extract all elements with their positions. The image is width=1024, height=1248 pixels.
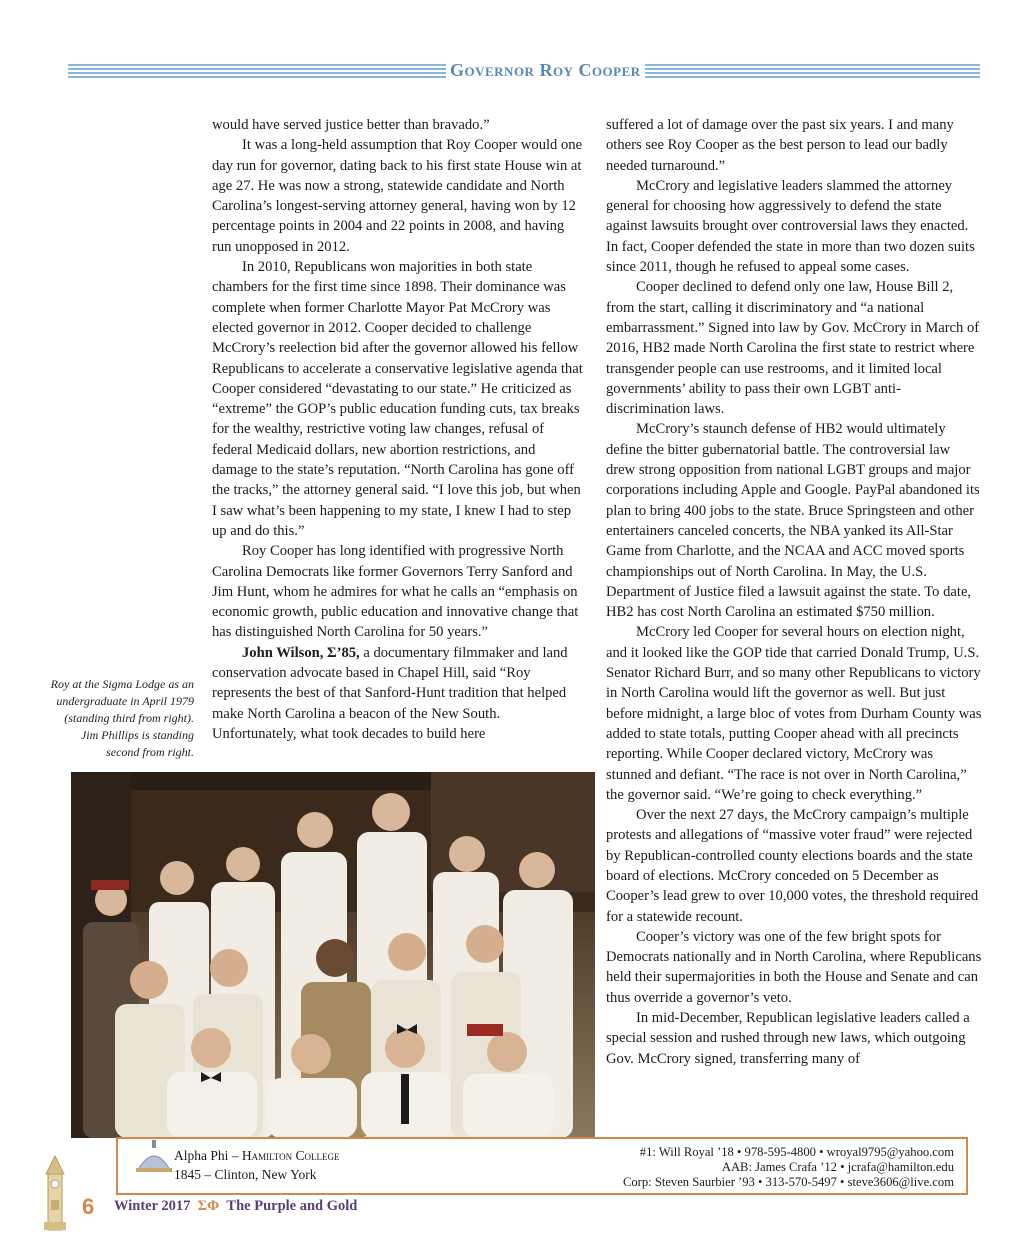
- group-photo: [71, 772, 595, 1138]
- paragraph: Cooper’s victory was one of the few bright spots for Democrats nationally and in North Carolina, where Republicans held their supermajorities in both the House and Senate and can thus override a governor’s veto.: [606, 928, 982, 1006]
- contact-line: Corp: Steven Saurbier ’93 • 313-570-5497 • steve3606@live.com: [622, 1175, 954, 1189]
- paragraph: Over the next 27 days, the McCrory campaign’s multiple protests and allegations of “massive voter fraud” were rejected by Republican-controlled county elections boards and the state board of elections. McCrory conceded on 5 December as Cooper’s lead grew to over 10,000 votes, the threshold required for a statewide recount.: [606, 807, 979, 925]
- dome-icon: [134, 1140, 174, 1172]
- paragraph: suffered a lot of damage over the past six years. I and many others see Roy Cooper as the best person to lead our badly needed turnaround.”: [606, 117, 954, 174]
- chapter-founded: 1845 – Clinton, New York: [174, 1167, 317, 1182]
- paragraph: McCrory led Cooper for several hours on election night, and it looked like the GOP tide that carried Donald Trump, U.S. Senator Richard Burr, and so many other Republicans to victory in North Carolina would lift the governor as well. But just before midnight, a large bloc of votes from Durham County was added to state totals, putting Cooper ahead with all precincts reporting. While Cooper declared victory, McCrory was stunned and defiant. “The race is not over in North Carolina,” the governor said. “We’re going to check everything.”: [606, 624, 982, 803]
- page-number: 6: [82, 1194, 95, 1219]
- paragraph: In 2010, Republicans won majorities in both state chambers for the first time since 1898. Their dominance was complete when former Charlotte Mayor Pat McCrory was elected governor in 2012. Cooper decided to challenge McCrory’s reelection bid after the governor allowed his fellow Republicans to accelerate a conservative legislative agenda that Cooper considered “devastating to our state.” He criticized as “extreme” the GOP’s public education funding cuts, tax breaks for the wealthy, restrictive voting law changes, refusal of federal Medicaid dollars, new abortion restrictions, and damage to the state’s reputation. “North Carolina has gone off the tracks,” the attorney general said. “I love this job, but when I saw what’s been happening to my state, I knew I had to step up and do this.”: [212, 259, 583, 539]
- contact-line: #1: Will Royal ’18 • 978-595-4800 • wroyal9795@yahoo.com: [639, 1145, 954, 1159]
- paragraph: Roy Cooper has long identified with progressive North Carolina Democrats like former Governors Terry Sanford and Jim Hunt, whom he admires for what he calls an “emphasis on economic growth, public education and innovative change that has distinguished North Carolina for 50 years.”: [212, 543, 579, 641]
- group-photo-illustration: [71, 772, 595, 1138]
- paragraph: McCrory and legislative leaders slammed the attorney general for choosing how aggressively to defend the state against lawsuits brought over controversial laws they enacted. In fact, Cooper defended the state in more than two dozen suits since 2011, though he refused to appeal some cases.: [606, 177, 975, 276]
- paragraph-wilson: [212, 643, 584, 744]
- wilson-text: a documentary filmmaker and land conservation advocate based in Chapel Hill, said “Roy represents the best of that Sanford-Hunt tradition that helped make North Carolina a beacon of the New South. Unfortunately, what took decades to build here: [212, 644, 568, 742]
- chapter-info-box: [116, 1137, 968, 1195]
- article-column-right: [606, 115, 982, 1069]
- issue-line: [114, 1198, 357, 1215]
- paragraph: Cooper declined to defend only one law, House Bill 2, from the start, calling it discriminatory and “a national embarrassment.” Signed into law by Gov. McCrory in March of 2016, HB2 made North Carolina the first state to restrict where transgender people can use restrooms, and it limited local governments’ ability to pass their own LGBT anti-discrimination laws.: [606, 279, 980, 418]
- chapter-contacts: [623, 1145, 954, 1190]
- chapter-name: Alpha Phi – Hamilton College: [174, 1148, 340, 1163]
- publication-name: The Purple and Gold: [226, 1198, 358, 1214]
- college-name: Hamilton College: [241, 1148, 340, 1163]
- section-title: Governor Roy Cooper: [446, 59, 645, 81]
- paragraph: It was a long-held assumption that Roy Cooper would one day run for governor, dating back to his first state House win at age 27. He was now a strong, statewide candidate and North Carolina’s longest-serving attorney general, having won by 12 percentage points in 2004 and 22 points in 2008, and having run unopposed in 2012.: [212, 137, 583, 255]
- paragraph: McCrory’s staunch defense of HB2 would ultimately define the bitter gubernatorial battle. The controversial law drew strong opposition from national LGBT groups and major corporations including Apple and Google. PayPal abandoned its plan to bring 400 jobs to the state. Bruce Springsteen and other entertainers canceled concerts, the NBA yanked its All-Star Game from Charlotte, and the NCAA and ACC moved sports championships out of North Carolina. In May, the U.S. Department of Justice filed a lawsuit against the state. To date, HB2 has cost North Carolina an estimated $750 million.: [606, 421, 980, 621]
- chapter-info: [174, 1146, 340, 1184]
- clock-tower-icon: [40, 1152, 70, 1232]
- issue-date: Winter 2017: [114, 1198, 191, 1214]
- article-column-left: [212, 115, 584, 744]
- paragraph: In mid-December, Republican legislative leaders called a special session and rushed through new laws, which outgoing Gov. McCrory signed, transferring many of: [606, 1010, 970, 1067]
- contact-line: AAB: James Crafa ’12 • jcrafa@hamilton.edu: [721, 1160, 954, 1174]
- wilson-name: John Wilson, Σ’85,: [242, 644, 360, 661]
- section-header: [68, 62, 980, 80]
- paragraph: would have served justice better than bravado.”: [212, 117, 490, 133]
- photo-caption: Roy at the Sigma Lodge as an undergraduate in April 1979 (standing third from right). Jim Phillips is standing second from right.: [50, 677, 194, 759]
- fraternity-glyph: ΣΦ: [197, 1198, 220, 1214]
